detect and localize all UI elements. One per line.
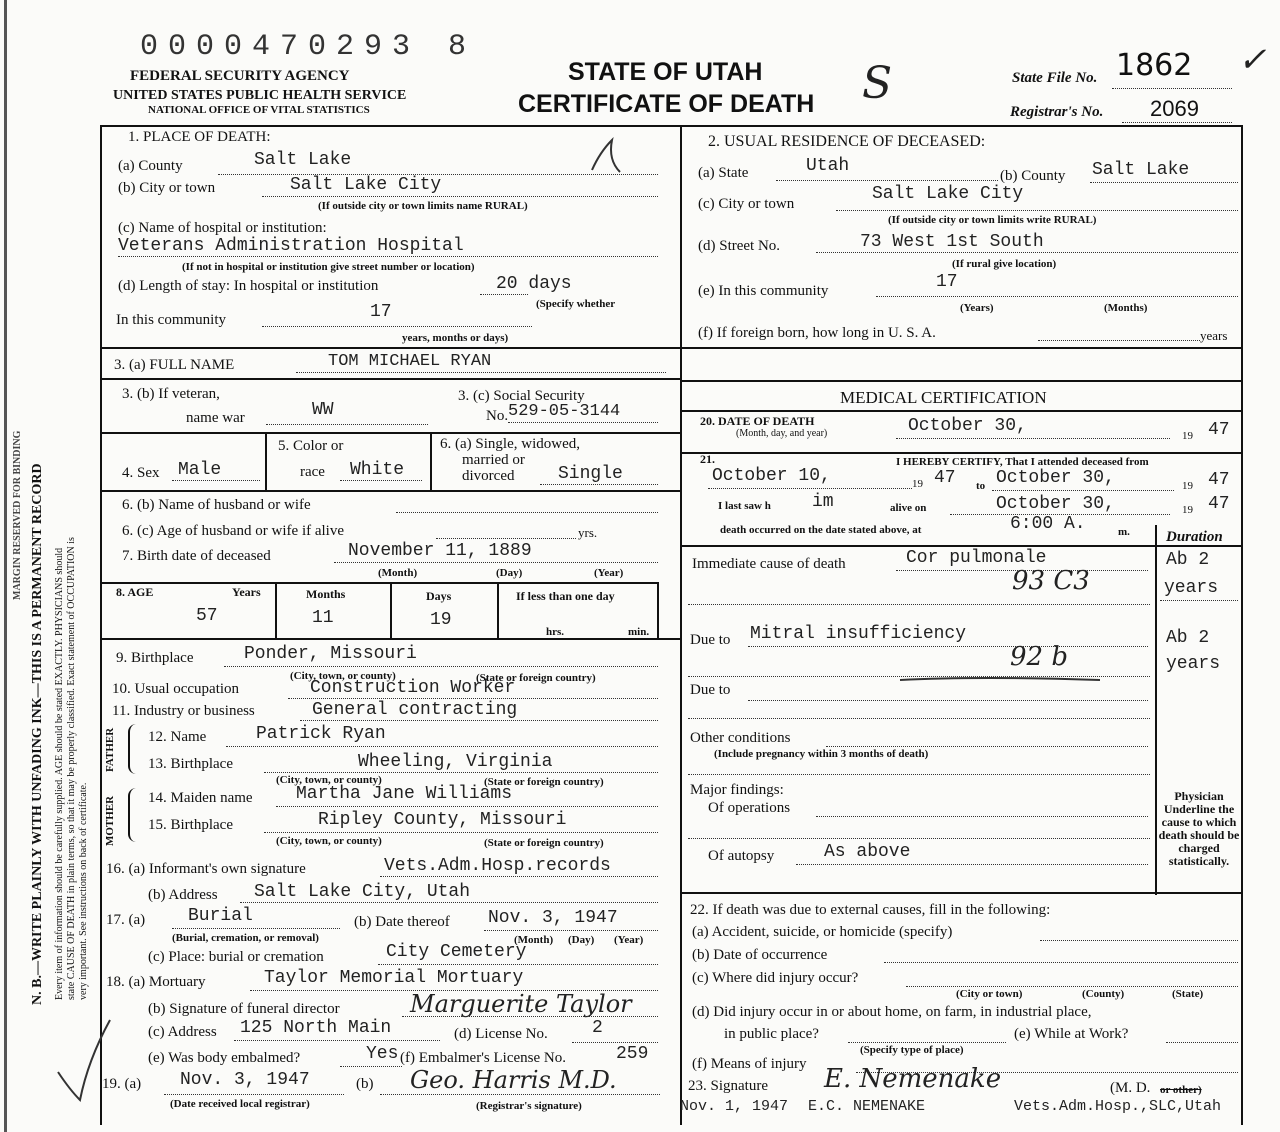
father-name-label: 12. Name: [148, 729, 207, 745]
mother-birthplace-value: Ripley County, Missouri: [318, 810, 567, 830]
margin-check-mark: [58, 1020, 110, 1100]
date-of-death-19: 19: [1182, 430, 1193, 442]
injury-county-note: (County): [1082, 988, 1125, 1000]
funeral-director-signature: Marguerite Taylor: [410, 990, 632, 1018]
license-value: 2: [592, 1018, 603, 1038]
date-occurrence-label: (b) Date of occurrence: [692, 947, 828, 963]
physician-underline-note: Physician Underline the cause to which death should be charged statistically.: [1158, 789, 1240, 868]
birth-month-note: (Month): [378, 567, 418, 579]
street-label: (d) Street No.: [698, 238, 781, 254]
burial-day-note: (Day): [568, 934, 595, 946]
foreign-years-suffix: years: [1200, 328, 1228, 343]
birthplace-label: 9. Birthplace: [116, 650, 194, 666]
check-mark: ✓: [1238, 40, 1267, 80]
hospital-note: (If not in hospital or institution give street number or location): [182, 261, 475, 273]
attended-from-value: October 10,: [712, 466, 831, 486]
state-file-number: 1862: [1116, 48, 1193, 83]
md-label: (M. D.: [1110, 1080, 1151, 1096]
handwritten-s-mark: S: [862, 58, 893, 109]
duration-label: Duration: [1166, 529, 1223, 545]
registrar-signature: Geo. Harris M.D.: [410, 1066, 617, 1094]
mortuary-address-label: (c) Address: [148, 1024, 217, 1040]
immediate-cause-value: Cor pulmonale: [906, 548, 1047, 568]
due-to-1-value: Mitral insufficiency: [750, 624, 967, 644]
last-saw-label: I last saw h: [718, 500, 771, 512]
community-label: In this community: [116, 312, 226, 328]
while-at-work-label: (e) While at Work?: [1014, 1026, 1129, 1042]
burial-place-label: (c) Place: burial or cremation: [148, 949, 324, 965]
place-of-death-heading: 1. PLACE OF DEATH:: [128, 129, 271, 145]
death-city-value: Salt Lake City: [290, 175, 442, 195]
alive-on-year: 47: [1208, 494, 1230, 514]
alive-on-value: October 30,: [996, 494, 1115, 514]
hospital-value: Veterans Administration Hospital: [118, 236, 464, 256]
instructions-line-1: Every item of information should be carefully supplied. AGE should be stated EXACTLY. PHYSICIANS should: [54, 547, 65, 1000]
race-value: White: [350, 460, 405, 480]
social-security-value: 529-05-3144: [508, 402, 621, 421]
years-note: (Years): [960, 302, 994, 314]
occupation-label: 10. Usual occupation: [112, 681, 240, 697]
length-of-stay-value: 20 days: [496, 274, 572, 294]
mother-name-value: Martha Jane Williams: [296, 784, 513, 804]
informant-label: 16. (a) Informant's own signature: [106, 861, 306, 877]
last-saw-value: im: [812, 492, 834, 512]
service-name: UNITED STATES PUBLIC HEALTH SERVICE: [113, 88, 407, 103]
major-findings-label: Major findings:: [690, 782, 784, 798]
death-time-value: 6:00 A.: [1010, 514, 1086, 534]
means-of-injury-label: (f) Means of injury: [692, 1056, 807, 1072]
full-name-value: TOM MICHAEL RYAN: [328, 352, 492, 371]
nb-permanent-record-text: N. B.—WRITE PLAINLY WITH UNFADING INK—THIS IS A PERMANENT RECORD: [30, 463, 45, 1005]
burial-label: 17. (a): [106, 912, 146, 928]
due-to-2-label: Due to: [690, 682, 731, 698]
duration-2-value: Ab 2: [1166, 628, 1210, 648]
received-label: 19. (a): [102, 1076, 142, 1092]
injury-state-note: (State): [1172, 988, 1204, 1000]
social-security-label: 3. (c) Social Security: [458, 388, 585, 404]
attended-to-label: to: [976, 480, 986, 492]
accident-label: (a) Accident, suicide, or homicide (specify): [692, 924, 953, 940]
attended-to-19: 19: [1182, 480, 1193, 492]
community-value: 17: [370, 302, 392, 322]
marital-label-c: divorced: [462, 468, 515, 484]
alive-on-19: 19: [1182, 504, 1193, 516]
injury-place-label: (c) Where did injury occur?: [692, 970, 859, 986]
binding-margin-text: MARGIN RESERVED FOR BINDING: [12, 430, 23, 600]
father-bp-note-city: (City, town, or county): [276, 774, 382, 786]
informant-address-label: (b) Address: [148, 887, 218, 903]
death-city-note: (If outside city or town limits name RURAL): [318, 200, 528, 212]
embalmed-value: Yes: [366, 1044, 399, 1064]
specify-whether-note: (Specify whether: [536, 298, 616, 310]
occupation-value: Construction Worker: [310, 678, 516, 698]
physician-signature: E. Nemenake: [824, 1064, 1002, 1094]
birthplace-note-state: (State or foreign country): [476, 672, 596, 684]
length-of-stay-label: (d) Length of stay: In hospital or institution: [118, 278, 379, 294]
registrar-signature-note: (Registrar's signature): [476, 1100, 582, 1112]
death-occurred-label: death occurred on the date stated above, at: [720, 524, 922, 536]
race-label: race: [300, 464, 325, 480]
color-label: 5. Color or: [278, 438, 344, 454]
father-birthplace-value: Wheeling, Virginia: [358, 752, 553, 772]
war-value: WW: [312, 400, 334, 420]
physician-sign-date: Nov. 1, 1947: [680, 1098, 789, 1115]
operations-label: Of operations: [708, 800, 791, 816]
instructions-line-2: state CAUSE OF DEATH in plain terms, so that it may be properly classified. Exact statement of OCCUPATION is: [66, 537, 77, 1000]
registrar-number: 2069: [1150, 96, 1199, 121]
residence-community-value: 17: [936, 272, 958, 292]
mother-side-label: MOTHER: [104, 795, 116, 846]
immediate-cause-code: 93 C3: [1012, 566, 1090, 596]
certificate-title: CERTIFICATE OF DEATH: [518, 90, 815, 118]
received-note: (Date received local registrar): [170, 1098, 310, 1110]
immediate-cause-label: Immediate cause of death: [692, 556, 846, 572]
hospital-label: (c) Name of hospital or institution:: [118, 220, 327, 236]
social-security-no-label: No.: [486, 408, 509, 424]
mother-birthplace-label: 15. Birthplace: [148, 817, 233, 833]
age-days-label: Days: [426, 589, 452, 603]
attended-to-value: October 30,: [996, 468, 1115, 488]
death-county-label: (a) County: [118, 158, 183, 174]
residence-community-label: (e) In this community: [698, 283, 829, 299]
cert-number-21: 21.: [700, 452, 715, 466]
certify-statement: I HEREBY CERTIFY, That I attended deceased from: [896, 456, 1149, 468]
external-causes-heading: 22. If death was due to external causes, fill in the following:: [690, 902, 1051, 918]
other-conditions-label: Other conditions: [690, 730, 791, 746]
community-note: years, months or days): [402, 332, 509, 344]
mortuary-value: Taylor Memorial Mortuary: [264, 968, 524, 988]
autopsy-value: As above: [824, 842, 911, 862]
injury-location-label-1: (d) Did injury occur in or about home, on farm, in industrial place,: [692, 1004, 1092, 1020]
embalmer-license-label: (f) Embalmer's License No.: [400, 1050, 566, 1066]
birth-date-label: 7. Birth date of deceased: [122, 548, 271, 564]
duration-1-unit: years: [1164, 578, 1219, 598]
father-birthplace-label: 13. Birthplace: [148, 756, 233, 772]
residence-county-value: Salt Lake: [1092, 160, 1190, 180]
attended-from-year: 47: [934, 468, 956, 488]
spouse-name-label: 6. (b) Name of husband or wife: [122, 497, 311, 513]
burial-month-note: (Month): [514, 934, 554, 946]
informant-address-value: Salt Lake City, Utah: [254, 882, 471, 902]
mother-bp-note-state: (State or foreign country): [484, 837, 604, 849]
residence-city-note: (If outside city or town limits write RURAL): [888, 214, 1097, 226]
less-than-day-label: If less than one day: [516, 589, 615, 603]
age-days-value: 19: [430, 610, 452, 630]
date-of-death-sublabel: (Month, day, and year): [736, 428, 828, 439]
months-note: (Months): [1104, 302, 1148, 314]
agency-name: FEDERAL SECURITY AGENCY: [130, 68, 350, 84]
street-note: (If rural give location): [952, 258, 1057, 270]
spouse-age-label: 6. (c) Age of husband or wife if alive: [122, 523, 345, 539]
medical-certification-heading: MEDICAL CERTIFICATION: [840, 388, 1047, 407]
birth-day-note: (Day): [496, 567, 523, 579]
age-months-label: Months: [306, 587, 346, 601]
street-value: 73 West 1st South: [860, 232, 1044, 252]
birth-year-note: (Year): [594, 567, 624, 579]
due-to-1-label: Due to: [690, 632, 731, 648]
physician-signature-label: 23. Signature: [688, 1078, 768, 1094]
other-conditions-note: (Include pregnancy within 3 months of death): [714, 748, 929, 760]
alive-on-label: alive on: [890, 502, 927, 514]
duration-1-value: Ab 2: [1166, 550, 1210, 570]
mortuary-label: 18. (a) Mortuary: [106, 974, 206, 990]
office-name: NATIONAL OFFICE OF VITAL STATISTICS: [148, 104, 370, 116]
informant-value: Vets.Adm.Hosp.records: [384, 856, 611, 876]
age-years-value: 57: [196, 606, 218, 626]
spouse-yrs-label: yrs.: [578, 525, 598, 540]
full-name-label: 3. (a) FULL NAME: [114, 357, 235, 373]
physician-address: Vets.Adm.Hosp.,SLC,Utah: [1014, 1098, 1222, 1115]
burial-value: Burial: [188, 906, 253, 926]
father-name-value: Patrick Ryan: [256, 724, 386, 744]
autopsy-underline-stroke: [900, 678, 1100, 680]
mother-bp-note-city: (City, town, or county): [276, 835, 382, 847]
funeral-director-label: (b) Signature of funeral director: [148, 1001, 340, 1017]
father-side-label: FATHER: [104, 727, 116, 772]
date-of-death-label: 20. DATE OF DEATH: [700, 414, 815, 428]
foreign-born-label: (f) If foreign born, how long in U. S. A.: [698, 325, 936, 341]
burial-date-value: Nov. 3, 1947: [488, 908, 618, 928]
burial-place-value: City Cemetery: [386, 942, 527, 962]
death-city-label: (b) City or town: [118, 180, 216, 196]
marital-value: Single: [558, 464, 623, 484]
date-of-death-value: October 30,: [908, 416, 1027, 436]
embalmed-label: (e) Was body embalmed?: [148, 1050, 301, 1066]
marital-label-a: 6. (a) Single, widowed,: [440, 436, 580, 452]
received-date-value: Nov. 3, 1947: [180, 1070, 310, 1090]
date-thereof-label: (b) Date thereof: [354, 914, 450, 930]
date-of-death-year: 47: [1208, 420, 1230, 440]
sex-value: Male: [178, 460, 222, 480]
sex-label: 4. Sex: [122, 465, 160, 481]
attended-to-year: 47: [1208, 470, 1230, 490]
residence-heading: 2. USUAL RESIDENCE OF DECEASED:: [708, 133, 986, 150]
injury-location-label-2: in public place?: [724, 1026, 819, 1042]
state-title: STATE OF UTAH: [568, 58, 763, 86]
age-months-value: 11: [312, 608, 334, 628]
residence-city-value: Salt Lake City: [872, 184, 1024, 204]
birthplace-note-city: (City, town, or county): [290, 670, 396, 682]
state-file-label: State File No.: [1012, 70, 1098, 86]
age-years-label: Years: [232, 585, 261, 599]
birth-date-value: November 11, 1889: [348, 541, 532, 561]
burial-year-note: (Year): [614, 934, 644, 946]
due-to-1-code: 92 b: [1010, 642, 1068, 672]
injury-city-note: (City or town): [956, 988, 1023, 1000]
md-or-other-struck: or other): [1160, 1084, 1202, 1096]
duration-2-unit: years: [1166, 654, 1221, 674]
father-bp-note-state: (State or foreign country): [484, 776, 604, 788]
residence-state-label: (a) State: [698, 165, 749, 181]
instructions-line-3: very important. See instructions on back of certificate.: [78, 782, 89, 1000]
license-label: (d) License No.: [454, 1026, 548, 1042]
death-place-check-mark: [592, 140, 620, 172]
industry-value: General contracting: [312, 700, 518, 720]
embalmer-license-value: 259: [616, 1044, 649, 1064]
registrar-signature-label: (b): [356, 1076, 374, 1092]
physician-printed-name: E.C. NEMENAKE: [808, 1098, 926, 1115]
registrar-number-label: Registrar's No.: [1010, 104, 1104, 120]
residence-county-label: (b) County: [1000, 168, 1066, 184]
specify-place-note: (Specify type of place): [860, 1044, 964, 1056]
burial-note: (Burial, cremation, or removal): [172, 932, 319, 944]
marital-label-b: married or: [462, 452, 525, 468]
industry-label: 11. Industry or business: [112, 703, 255, 719]
war-label: name war: [186, 410, 245, 426]
serial-number: 0000470293 8: [140, 30, 477, 64]
age-label: 8. AGE: [116, 585, 154, 599]
mortuary-address-value: 125 North Main: [240, 1018, 392, 1038]
autopsy-label: Of autopsy: [708, 848, 775, 864]
death-time-m: m.: [1118, 526, 1130, 538]
death-county-value: Salt Lake: [254, 150, 352, 170]
mother-name-label: 14. Maiden name: [148, 790, 253, 806]
birthplace-value: Ponder, Missouri: [244, 644, 417, 664]
residence-state-value: Utah: [806, 156, 850, 176]
hrs-label: hrs.: [546, 626, 565, 638]
veteran-label: 3. (b) If veteran,: [122, 386, 220, 402]
attended-from-19: 19: [912, 478, 923, 490]
min-label: min.: [628, 626, 650, 638]
residence-city-label: (c) City or town: [698, 196, 795, 212]
